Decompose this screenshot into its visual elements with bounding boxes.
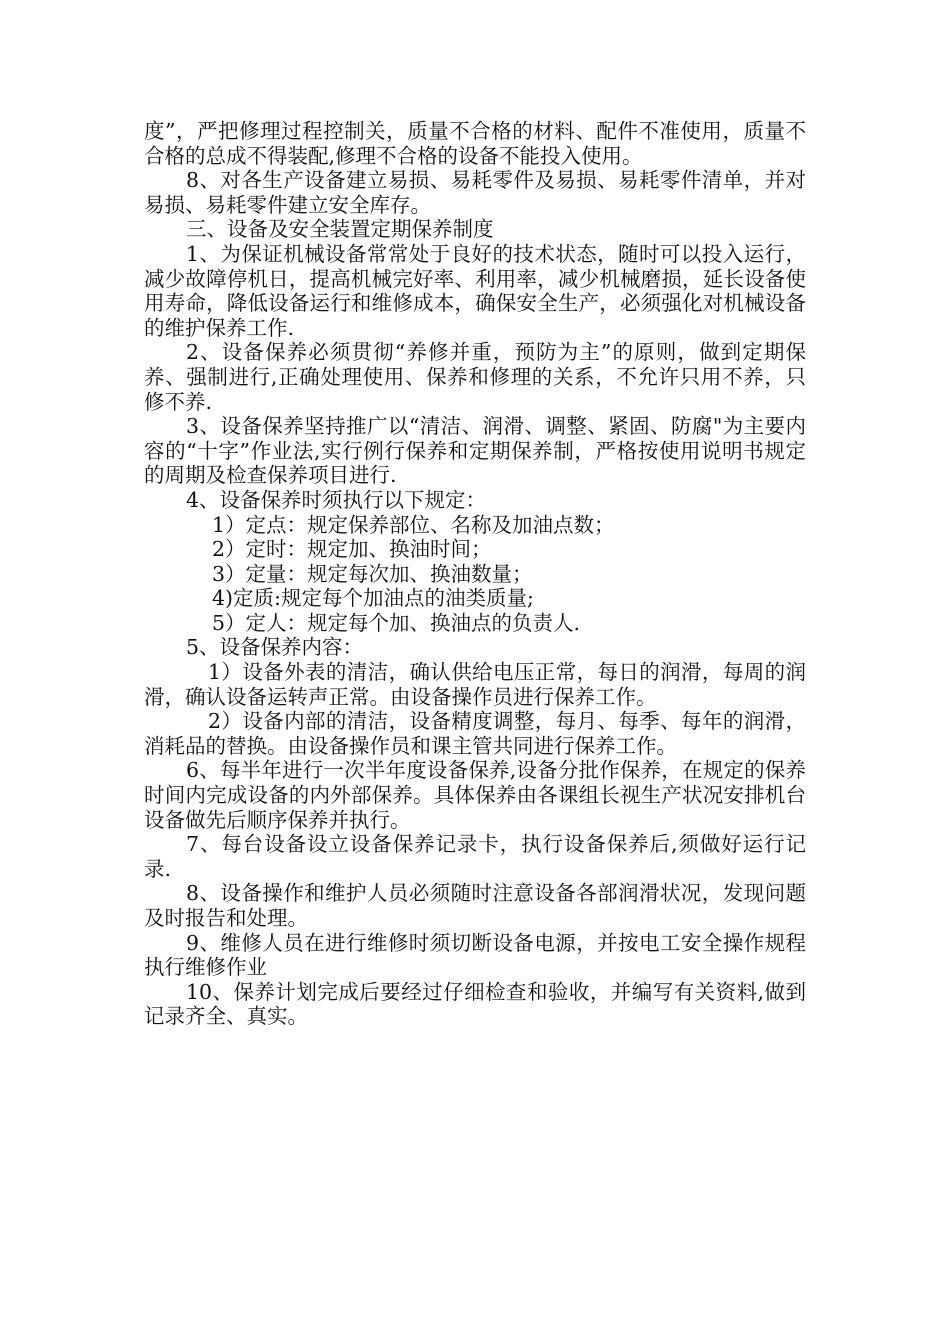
paragraph-item-2: 2、设备保养必须贯彻“养修并重，预防为主”的原则，做到定期保养、强制进行,正确处理使用、保养和修理的关系，不允许只用不养，只修不养. — [144, 340, 806, 414]
paragraph-item-7: 7、每台设备设立设备保养记录卡，执行设备保养后,须做好运行记录. — [144, 832, 806, 881]
sub-item-3: 3）定量：规定每次加、换油数量； — [212, 561, 533, 586]
maintenance-content-1: 1）设备外表的清洁，确认供给电压正常，每日的润滑，每周的润滑，确认设备运转声正常。由设备操作员进行保养工作。 — [144, 660, 806, 709]
paragraph-item-5: 5、设备保养内容： — [186, 635, 364, 660]
paragraph-item-10: 10、保养计划完成后要经过仔细检查和验收，并编写有关资料,做到记录齐全、真实。 — [144, 979, 806, 1029]
paragraph-item-8-lubrication: 8、设备操作和维护人员必须随时注意设备各部润滑状况，发现问题及时报告和处理。 — [144, 881, 806, 930]
paragraph-item-4: 4、设备保养时须执行以下规定： — [186, 487, 487, 512]
maintenance-content-2: 2）设备内部的清洁，设备精度调整，每月、每季、每年的润滑，消耗品的替换。由设备操作员和课主管共同进行保养工作。 — [144, 709, 806, 758]
sub-item-1: 1）定点：规定保养部位、名称及加油点数； — [212, 512, 615, 537]
section-heading: 三、设备及安全装置定期保养制度 — [186, 217, 494, 242]
sub-item-4: 4)定质:规定每个加油点的油类质量; — [212, 586, 534, 611]
sub-item-5: 5）定人：规定每个加、换油点的负责人. — [212, 610, 581, 635]
paragraph-item-1: 1、为保证机械设备常常处于良好的技术状态，随时可以投入运行，减少故障停机日，提高机械完好率、利用率，减少机械磨损，延长设备使用寿命，降低设备运行和维修成本，确保安全生产，必须强化对机械设备的维护保养工作. — [144, 241, 806, 340]
paragraph-item-6: 6、每半年进行一次半年度设备保养,设备分批作保养，在规定的保养时间内完成设备的内外部保养。具体保养由各课组长视生产状况安排机台设备做先后顺序保养并执行。 — [144, 758, 806, 832]
paragraph-item-9: 9、维修人员在进行维修时须切断设备电源，并按电工安全操作规程执行维修作业 — [144, 930, 806, 980]
paragraph-continuation: 度”，严把修理过程控制关，质量不合格的材料、配件不准使用，质量不合格的总成不得装配,修理不合格的设备不能投入使用。 — [144, 119, 806, 168]
paragraph-item-3: 3、设备保养坚持推广以“清洁、润滑、调整、紧固、防腐"为主要内容的“十字”作业法,实行例行保养和定期保养制，严格按使用说明书规定的周期及检查保养项目进行. — [144, 414, 806, 488]
sub-item-2: 2）定时：规定加、换油时间； — [212, 537, 492, 562]
paragraph-item-8: 8、对各生产设备建立易损、易耗零件及易损、易耗零件清单，并对易损、易耗零件建立安全库存。 — [144, 168, 806, 217]
document-page — [144, 119, 806, 1029]
